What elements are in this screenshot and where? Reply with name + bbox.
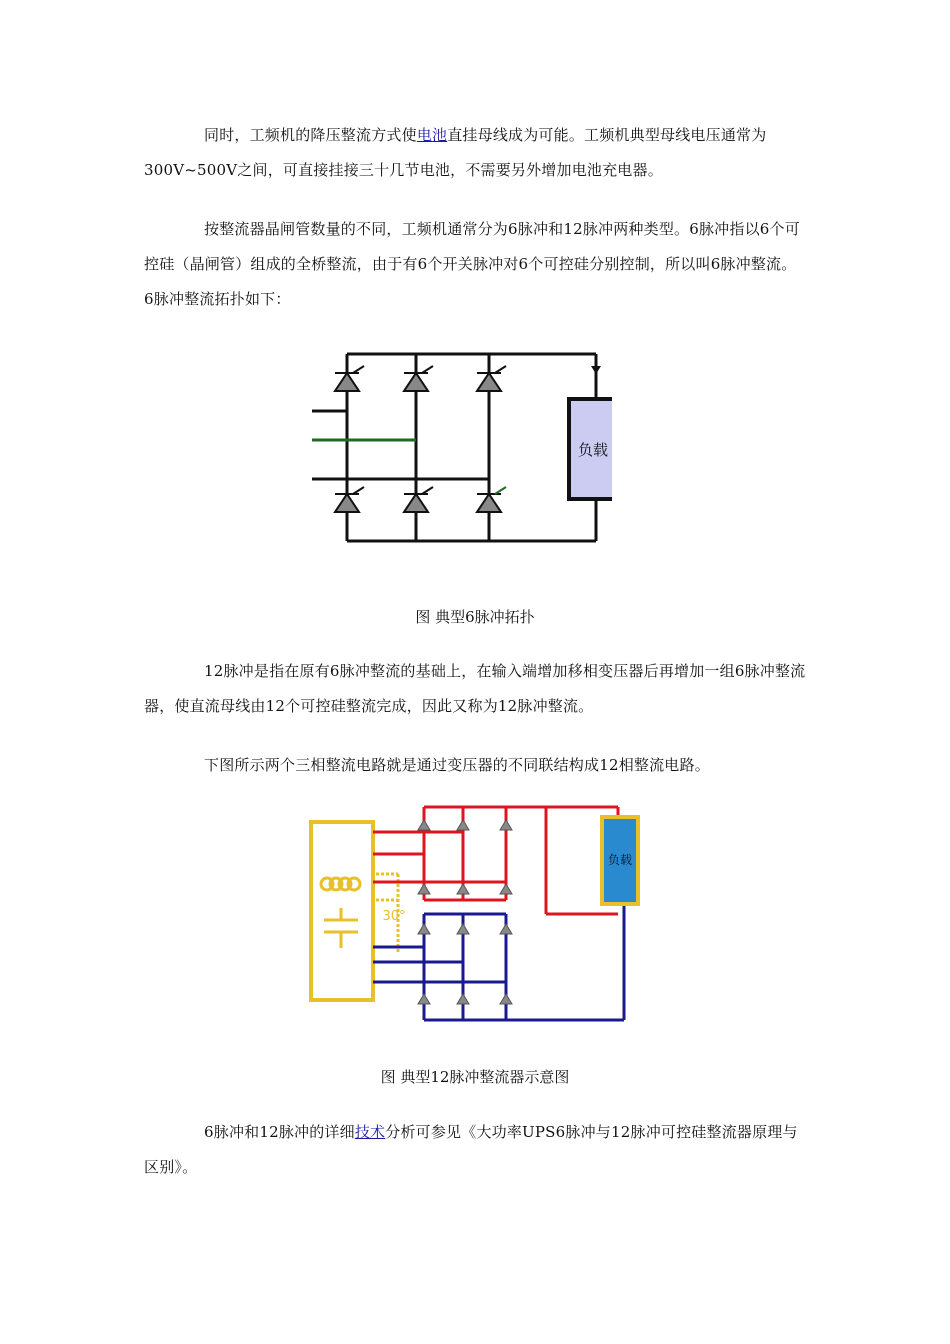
figure-1-caption: 图 典型6脉冲拓扑 bbox=[415, 608, 535, 626]
paragraph-3: 12脉冲是指在原有6脉冲整流的基础上，在输入端增加移相变压器后再增加一组6脉冲整流器，使直流母线由12个可控硅整流完成，因此又称为12脉冲整流。 bbox=[144, 662, 806, 715]
paragraph-4: 下图所示两个三相整流电路就是通过变压器的不同联结构成12相整流电路。 bbox=[204, 756, 710, 774]
load-label: 负载 bbox=[577, 441, 609, 459]
six-pulse-diagram bbox=[312, 344, 612, 558]
twelve-pulse-diagram bbox=[306, 802, 651, 1028]
thyristor-group bbox=[335, 373, 501, 512]
paragraph-5 bbox=[144, 1115, 806, 1185]
phase-angle-label: 30° bbox=[382, 909, 406, 924]
paragraph-1 bbox=[144, 118, 806, 188]
paragraph-5-text-b: 分析可参见《大功率UPS6脉冲与12脉冲可控硅整流器原理与区别》。 bbox=[144, 1123, 798, 1176]
paragraph-1-text-a: 同时，工频机的降压整流方式使 bbox=[204, 126, 417, 144]
battery-link[interactable]: 电池 bbox=[416, 126, 448, 144]
figure-2-caption: 图 典型12脉冲整流器示意图 bbox=[380, 1068, 570, 1086]
technology-link[interactable]: 技术 bbox=[354, 1123, 386, 1141]
load-label-2: 负载 bbox=[607, 853, 633, 867]
paragraph-1-text-b: 直挂母线成为可能。工频机典型母线电压通常为300V~500V之间，可直接挂接三十几节电池，不需要另外增加电池充电器。 bbox=[144, 126, 767, 179]
paragraph-2: 按整流器晶闸管数量的不同，工频机通常分为6脉冲和12脉冲两种类型。6脉冲指以6个可控硅（晶闸管）组成的全桥整流，由于有6个开关脉冲对6个可控硅分别控制，所以叫6脉冲整流。6脉冲整流拓扑如下： bbox=[144, 220, 800, 308]
paragraph-5-text-a: 6脉冲和12脉冲的详细 bbox=[204, 1123, 355, 1141]
